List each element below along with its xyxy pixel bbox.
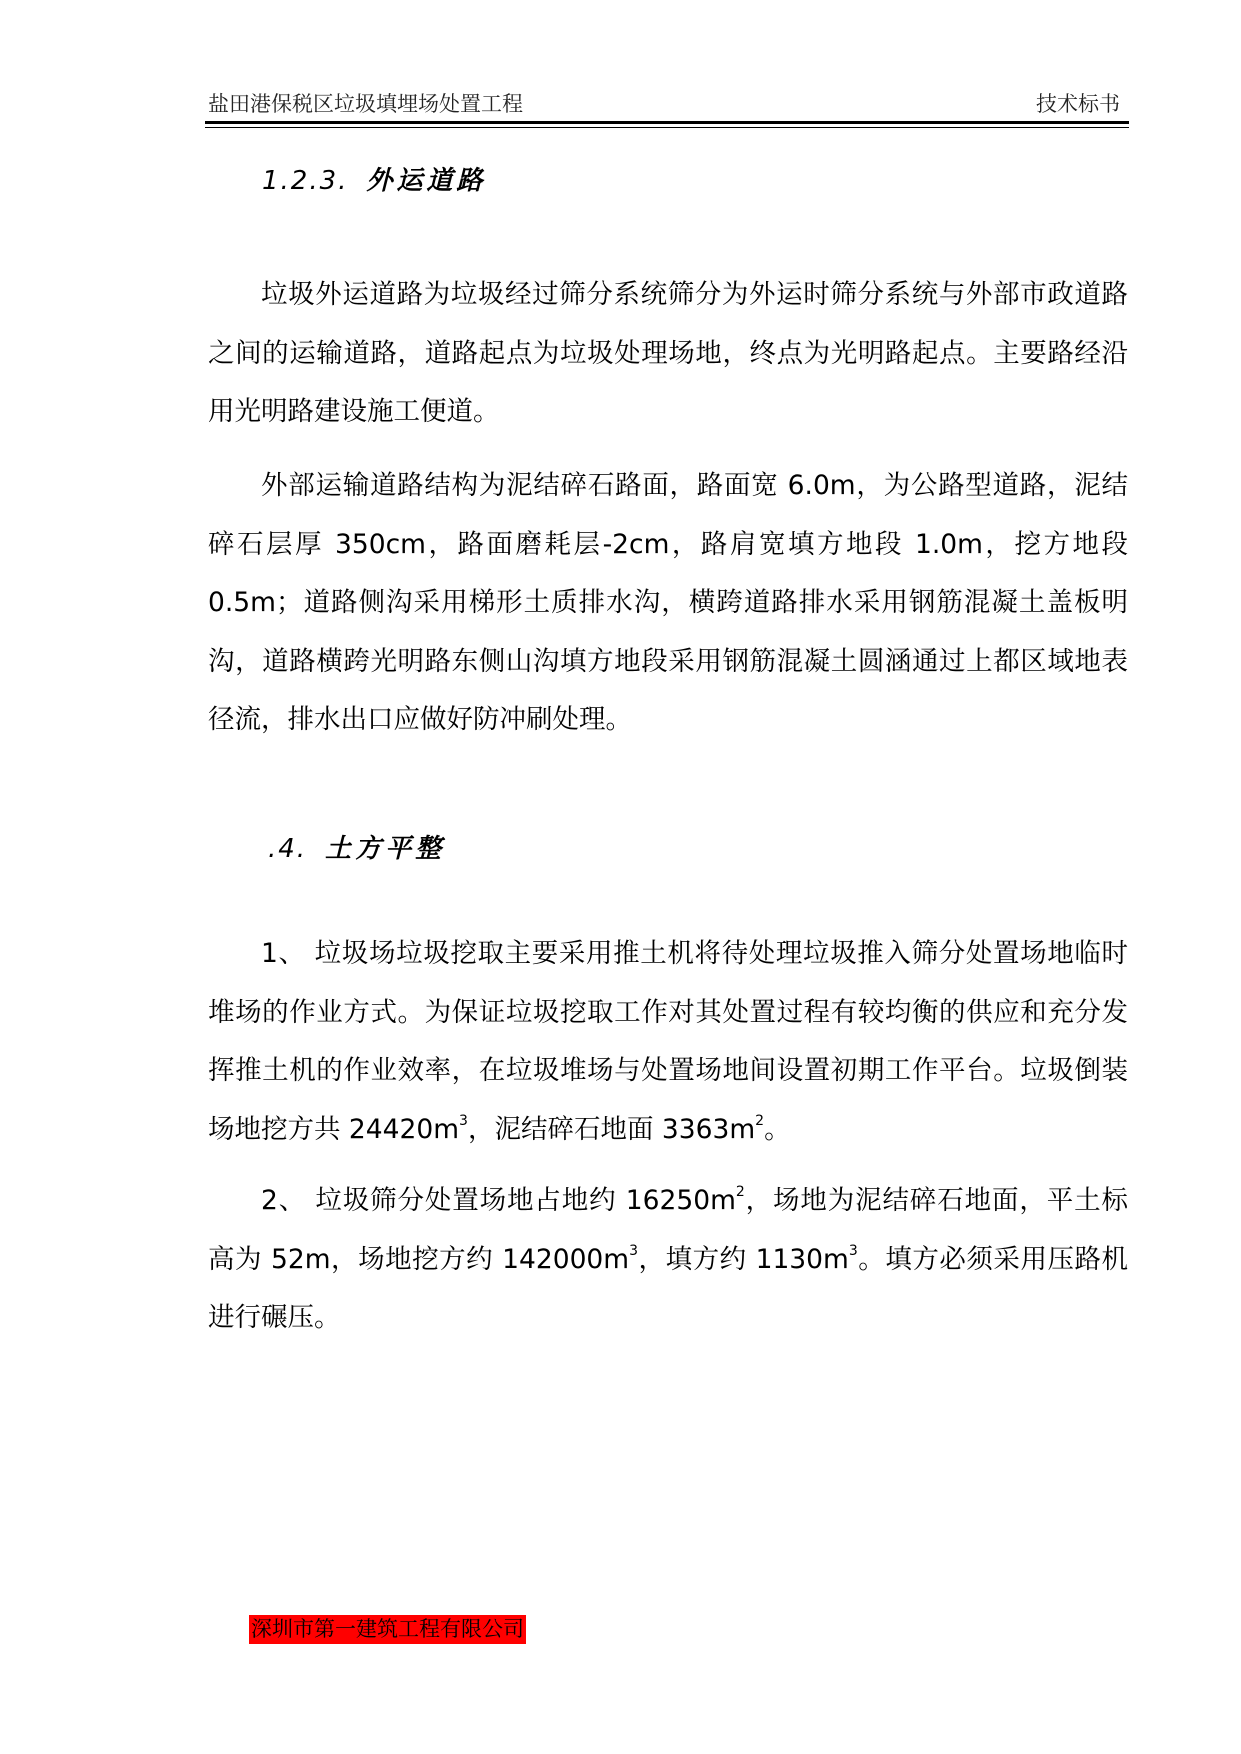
header-project-title: 盐田港保税区垃圾填埋场处置工程 (208, 92, 523, 116)
footer-company-stamp: 深圳市第一建筑工程有限公司 (249, 1615, 526, 1644)
section-title: 外运道路 (366, 166, 487, 196)
section-title: 土方平整 (325, 834, 446, 864)
list-item-1 (208, 925, 1128, 1159)
list-item-2 (208, 1172, 1128, 1348)
item1-superscript-a: 3 (459, 1112, 468, 1129)
item2-text-b: ，场地为泥结碎石地面，平土标高为 52m，场地挖方约 142000m (208, 1185, 1129, 1275)
paragraph-road-structure: 外部运输道路结构为泥结碎石路面，路面宽 6.0m，为公路型道路，泥结碎石层厚 350cm，路面磨耗层-2cm，路肩宽填方地段 1.0m，挖方地段 0.5m；道路侧沟采用梯形土质排水沟，横跨道路排水采用钢筋混凝土盖板明沟，道路横跨光明路东侧山沟填方地段采用钢筋混凝土圆涵通过上都区域地表径流，排水出口应做好防冲刷处理。 (208, 470, 1128, 735)
item2-superscript-a: 2 (735, 1184, 745, 1200)
item2-superscript-c: 3 (848, 1242, 858, 1259)
paragraph-route-description: 垃圾外运道路为垃圾经过筛分系统筛分为外运时筛分系统与外部市政道路之间的运输道路，道路起点为垃圾处理场地，终点为光明路起点。主要路经沿用光明路建设施工便道。 (208, 279, 1128, 427)
section-number: .4. (268, 834, 308, 864)
section-number: 1.2.3. (262, 166, 349, 196)
header-doc-type: 技术标书 (1036, 92, 1120, 116)
header-rule-thick (205, 121, 1129, 124)
item1-superscript-b: 2 (755, 1112, 765, 1129)
item1-text-c: 。 (764, 1113, 791, 1145)
item1-text-b: ，泥结碎石地面 3363m (467, 1113, 756, 1145)
header-rule-thin (205, 127, 1129, 128)
item2-text-d: 。填方必须采用压路机进行碾压。 (208, 1243, 1129, 1333)
item2-superscript-b: 3 (629, 1242, 639, 1259)
page-header (208, 88, 1126, 118)
item2-text-c: ，填方约 1130m (638, 1243, 849, 1275)
section-heading-4 (268, 828, 445, 865)
item1-text-a: 1、 垃圾场垃圾挖取主要采用推土机将待处理垃圾推入筛分处置场地临时堆场的作业方式。为保证垃圾挖取工作对其处置过程有较均衡的供应和充分发挥推土机的作业效率，在垃圾堆场与处置场地间设置初期工作平台。垃圾倒装场地挖方共 24420m (208, 938, 1128, 1145)
section-heading-1-2-3 (262, 160, 486, 197)
item2-text-a: 2、 垃圾筛分处置场地占地约 16250m (261, 1185, 736, 1216)
